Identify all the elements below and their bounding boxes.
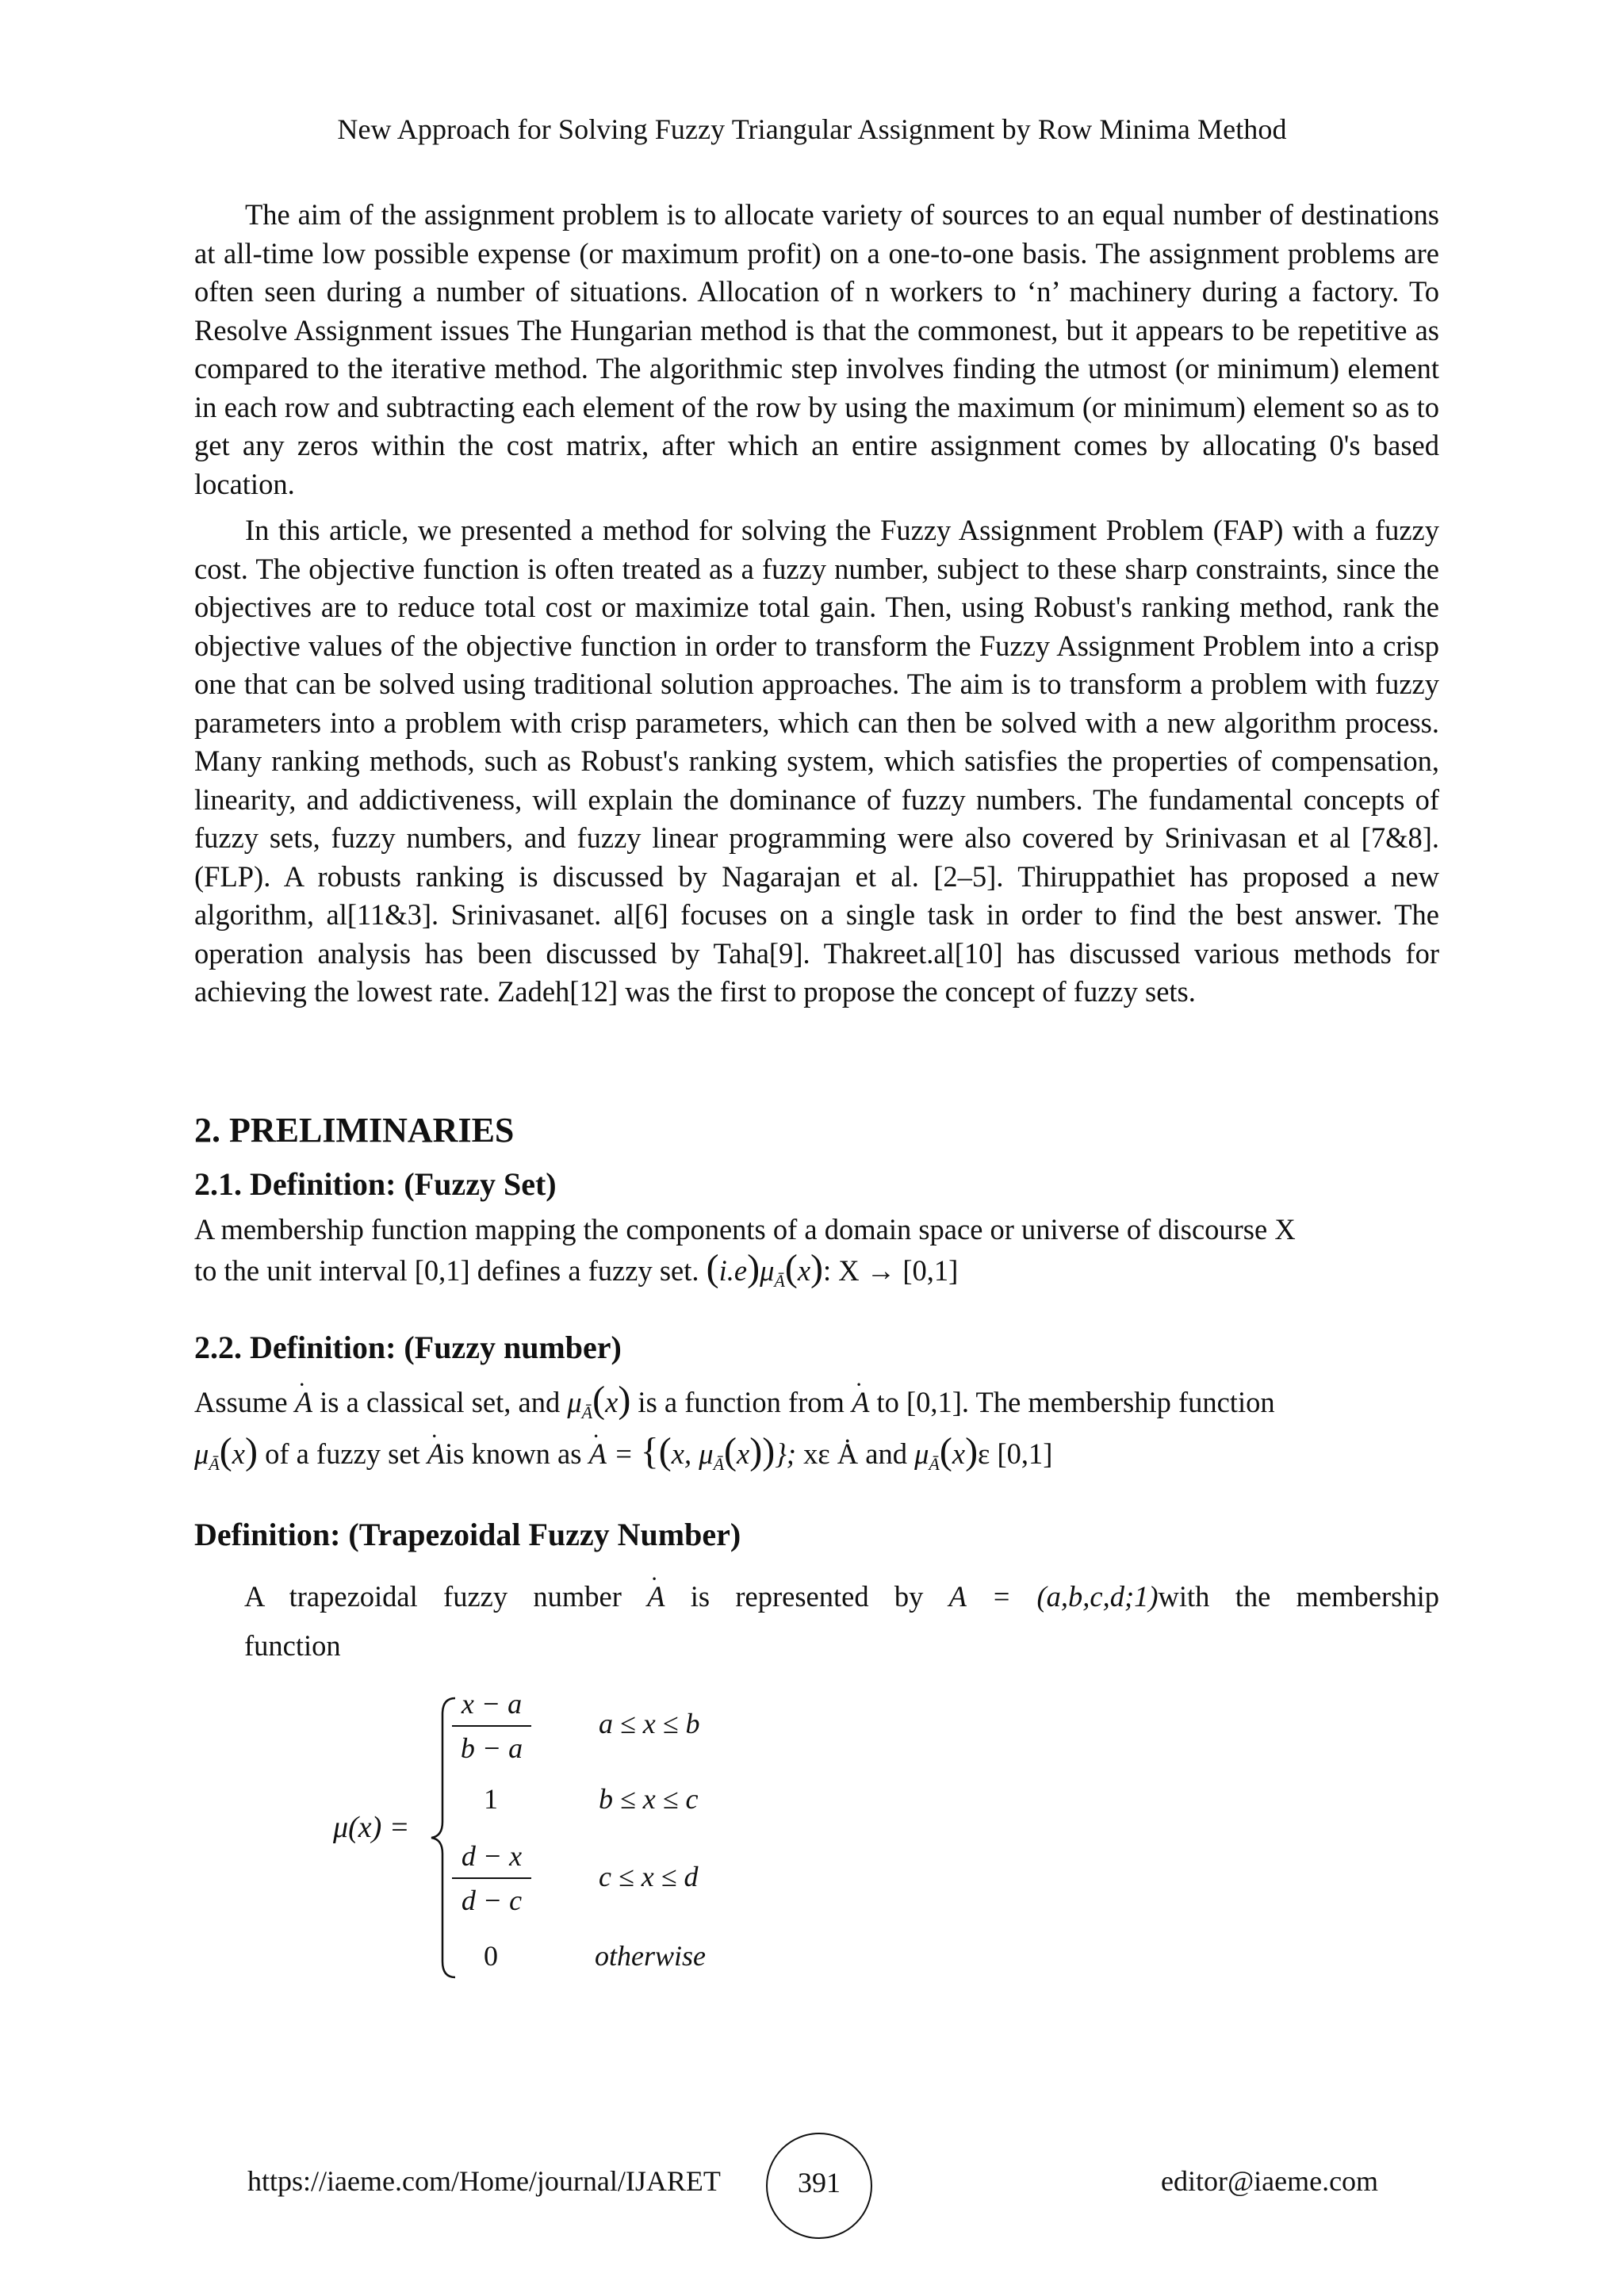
case2-value: 1 [484, 1783, 498, 1815]
case2-condition: b ≤ x ≤ c [599, 1783, 699, 1815]
fraction-bar [452, 1725, 531, 1727]
paragraph-assignment-intro: The aim of the assignment problem is to allocate variety of sources to an equal number of destinations at all-time low possible expense (or maximum profit) on a one-to-one basis. The assignment problems are often seen during a number of situations. Allocation of n workers to ‘n’ machinery during a factory. To Resolve Assignment issues The Hungarian method is that the commonest, but it appears to be repetitive as compared to the iterative method. The algorithmic step involves finding the utmost (or minimum) element in each row and subtracting each element of the row by using the maximum (or minimum) element so as to get any zeros within the cost matrix, after which an entire assignment comes by allocating 0's based location. [194, 198, 1439, 500]
trapezoidal-tuple: A = (a,b,c,d;1) [948, 1580, 1159, 1613]
case4-value: 0 [484, 1940, 498, 1972]
set-a-symbol: · A [852, 1383, 869, 1422]
definition-fuzzy-number-line2 [194, 1430, 1439, 1483]
text-classical-set: is a classical set, and [320, 1386, 561, 1418]
case3-fraction [452, 1839, 531, 1917]
set-a-symbol: · A [647, 1578, 665, 1616]
page-footer [0, 2133, 1624, 2244]
paragraph-article-overview: In this article, we presented a method for solving the Fuzzy Assignment Problem (FAP) with a fuzzy cost. The objective function is often treated as a fuzzy number, subject to these sharp constraints, since the objectives are to reduce total cost or maximize total gain. Then, using Robust's ranking method, rank the objective values of the objective function in order to transform the Fuzzy Assignment Problem into a crisp one that can be solved using traditional solution approaches. The aim is to transform a problem with fuzzy parameters into a problem with crisp parameters, which can then be solved with a new algorithm process. Many ranking methods, such as Robust's ranking system, which satisfies the properties of compensation, linearity, and addictiveness, will explain the dominance of fuzzy numbers. The fundamental concepts of fuzzy sets, fuzzy numbers, and fuzzy linear programming were also covered by Srinivasan et al [7&8]. (FLP). A robusts ranking is discussed by Nagarajan et al. [2–5]. Thiruppathiet has proposed a new algorithm, al[11&3]. Srinivasanet. al[6] focuses on a single task in order to find the best answer. The operation analysis has been discussed by Taha[9]. Thakreet.al[10] has discussed various methods for achieving the lowest rate. Zadeh[12] was the first to propose the concept of fuzzy sets. [194, 514, 1439, 1008]
case3-denominator: d − c [461, 1885, 523, 1916]
fuzzy-set-definition: · A = {(x, $\mu_Ā(x)$)}; [589, 1437, 796, 1470]
section-heading-preliminaries: 2. PRELIMINARIES [194, 1111, 515, 1150]
case1-denominator: b − a [460, 1732, 523, 1764]
text-assume: Assume [194, 1386, 288, 1418]
formula-lhs: μ(x) = [333, 1811, 410, 1844]
definition-fuzzy-number-line1 [194, 1381, 1439, 1432]
definition-trapezoidal-heading: Definition: (Trapezoidal Fuzzy Number) [194, 1517, 741, 1552]
case1-numerator: x − a [461, 1688, 523, 1720]
intro-text [194, 196, 1439, 1012]
membership-symbol: $\mu_Ā(x)$ [567, 1379, 631, 1422]
set-a-symbol: · A [427, 1435, 445, 1473]
definition-fuzzy-set-heading: 2.1. Definition: (Fuzzy Set) [194, 1166, 557, 1202]
fuzzy-set-formula: $(i.e)\mu_Ā(x)$: X → [0,1] [706, 1247, 959, 1291]
set-a-symbol: · A [295, 1383, 312, 1422]
text-membership-range: ε [0,1] [978, 1437, 1053, 1470]
text-known-as: is known as [445, 1437, 582, 1470]
definition-trapezoidal-line1 [244, 1578, 1439, 1616]
trapezoidal-membership-formula [333, 1687, 809, 1988]
membership-symbol: $\mu_Ā(x)$ [194, 1430, 258, 1474]
text-of-fuzzy-set: of a fuzzy set [265, 1437, 420, 1470]
definition-fuzzy-set-text: to the unit interval [0,1] defines a fuzzy set. [194, 1254, 699, 1287]
definition-fuzzy-number-heading: 2.2. Definition: (Fuzzy number) [194, 1330, 622, 1365]
text-trapezoidal-number: A trapezoidal fuzzy number [244, 1580, 622, 1613]
definition-fuzzy-set-line2 [194, 1249, 1439, 1300]
text-with-membership: with the membership [1158, 1580, 1439, 1613]
text-membership-domain: xε Ȧ and [803, 1437, 907, 1470]
journal-url[interactable]: https://iaeme.com/Home/journal/IJARET [247, 2165, 721, 2197]
case1-fraction [452, 1687, 531, 1765]
text-function-from: is a function from [638, 1386, 845, 1418]
text-represented-by: is represented by [690, 1580, 924, 1613]
page-number: 391 [798, 2167, 841, 2198]
case4-condition: otherwise [595, 1940, 706, 1972]
definition-trapezoidal-line2: function [244, 1629, 341, 1662]
fuzzy-set-mapping: : X → [0,1] [823, 1254, 959, 1287]
fraction-bar [452, 1877, 531, 1879]
case1-condition: a ≤ x ≤ b [599, 1708, 700, 1739]
running-head: New Approach for Solving Fuzzy Triangular Assignment by Row Minima Method [337, 113, 1287, 145]
page-number-circle [766, 2133, 872, 2239]
editor-email[interactable]: editor@iaeme.com [1161, 2165, 1379, 2197]
case3-numerator: d − x [461, 1840, 523, 1872]
case3-condition: c ≤ x ≤ d [599, 1861, 699, 1892]
text-to-interval: to [0,1]. The membership function [876, 1386, 1275, 1418]
membership-symbol: $\mu_Ā(x)$ [914, 1430, 979, 1474]
definition-fuzzy-set-line1: A membership function mapping the components of a domain space or universe of discourse X [194, 1213, 1296, 1246]
ie-abbrev: i.e [718, 1254, 748, 1287]
